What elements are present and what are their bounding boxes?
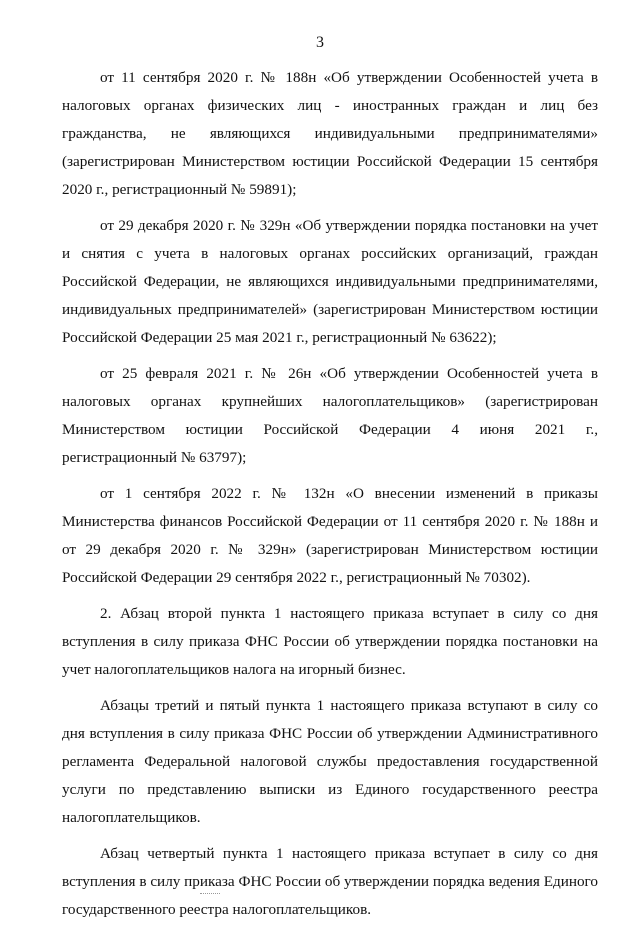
scan-artifact: [200, 893, 220, 896]
document-body: [62, 64, 598, 932]
paragraph-clause-4: Абзац четвертый пункта 1 настоящего приказа вступает в силу со дня вступления в силу приказа ФНС России об утверждении порядка ведения Единого государственного реестра налогоплательщиков.: [62, 845, 598, 918]
paragraph-order-329n: от 29 декабря 2020 г. № 329н «Об утверждении порядка постановки на учет и снятия с учета в налоговых органах российских организаций, граждан Российской Федерации, не являющихся индивидуальными предпринимателями, индивидуальных предпринимателей» (зарегистрирован Министерством юстиции Российской Федерации 25 мая 2021 г., регистрационный № 63622);: [62, 217, 598, 346]
page-number: 3: [316, 34, 324, 51]
paragraph-order-26n: от 25 февраля 2021 г. № 26н «Об утверждении Особенностей учета в налоговых органах крупнейших налогоплательщиков» (зарегистрирован Министерством юстиции Российской Федерации 4 июня 2021 г., регистрационный № 63797);: [62, 365, 598, 466]
paragraph-clause-3-5: Абзацы третий и пятый пункта 1 настоящего приказа вступают в силу со дня вступления в силу приказа ФНС России об утверждении Административного регламента Федеральной налоговой службы предоставления государственной услуги по представлению выписки из Единого государственного реестра налогоплательщиков.: [62, 697, 598, 826]
paragraph-order-188n: от 11 сентября 2020 г. № 188н «Об утверждении Особенностей учета в налоговых органах физических лиц - иностранных граждан и лиц без гражданства, не являющихся индивидуальными предпринимателями» (зарегистрирован Министерством юстиции Российской Федерации 15 сентября 2020 г., регистрационный № 59891);: [62, 69, 598, 198]
paragraph-order-132n: от 1 сентября 2022 г. № 132н «О внесении изменений в приказы Министерства финансов Российской Федерации от 11 сентября 2020 г. № 188н и от 29 декабря 2020 г. № 329н» (зарегистрирован Министерством юстиции Российской Федерации 29 сентября 2022 г., регистрационный № 70302).: [62, 485, 598, 586]
paragraph-clause-2: 2. Абзац второй пункта 1 настоящего приказа вступает в силу со дня вступления в силу приказа ФНС России об утверждении порядка постановки на учет налогоплательщиков налога на игорный бизнес.: [62, 605, 598, 678]
